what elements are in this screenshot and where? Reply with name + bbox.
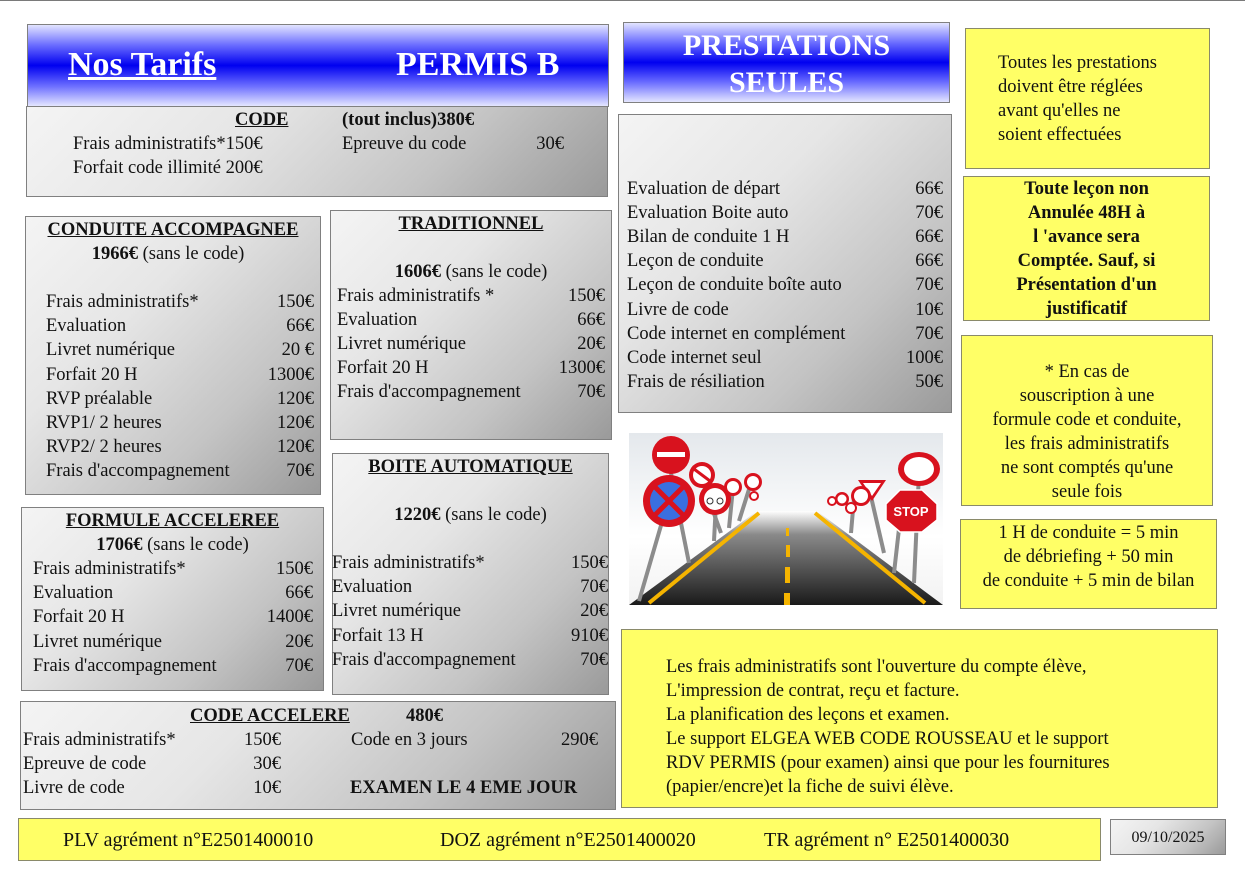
date-box <box>1110 819 1226 855</box>
note-line: 1 H de conduite = 5 min <box>998 523 1179 543</box>
price-value: 150€ <box>277 292 314 312</box>
price-label: Frais de résiliation <box>627 371 765 392</box>
note-line: Le support ELGEA WEB CODE ROUSSEAU et le support <box>666 729 1109 749</box>
hour-note-text <box>961 521 1216 593</box>
price-label: Leçon de conduite boîte auto <box>627 275 842 296</box>
price-value: 20€ <box>580 601 608 622</box>
admin-details-note <box>621 629 1218 808</box>
code-accelere-price: 480€ <box>406 706 443 726</box>
sign-no-parking <box>643 475 695 527</box>
price-value: 66€ <box>915 227 943 248</box>
header-banner <box>27 24 609 107</box>
note-line: doivent être réglées <box>998 77 1143 97</box>
price-label: Evaluation de départ <box>627 179 781 199</box>
price-value: 66€ <box>915 251 943 272</box>
formule-acceleree-price <box>22 533 323 557</box>
note-line: avant qu'elles ne <box>998 101 1121 121</box>
code-item-label: Epreuve du code <box>342 134 467 154</box>
note-line: ne sont comptés qu'une <box>1000 458 1174 478</box>
price-value: 120€ <box>277 388 314 409</box>
price-value: 120€ <box>277 413 314 433</box>
price-label: Evaluation Boite auto <box>627 203 789 224</box>
code-item-value: 30€ <box>536 134 564 154</box>
code-section <box>26 106 608 197</box>
conduite-accompagnee-price <box>16 242 320 266</box>
note-line: l 'avance sera <box>1033 227 1140 247</box>
note-line: RDV PERMIS (pour examen) ainsi que pour les fournitures <box>666 753 1110 773</box>
code-title: CODE <box>235 110 289 130</box>
note-line: L'impression de contrat, reçu et facture. <box>666 681 960 701</box>
conduite-accompagnee-section <box>25 216 321 495</box>
price-note: (sans le code) <box>445 505 547 525</box>
admin-details-text <box>666 655 1110 799</box>
price-note: (sans le code) <box>147 535 249 555</box>
note-line: * En cas de <box>1044 362 1130 382</box>
item-label: Epreuve de code <box>23 754 147 774</box>
price-label: Code internet en complément <box>627 323 846 344</box>
note-line: Les frais administratifs sont l'ouverture du compte élève, <box>666 657 1087 677</box>
price-value: 910€ <box>571 625 608 646</box>
note-line: souscription à une <box>1019 386 1155 406</box>
item-value: 10€ <box>253 778 281 798</box>
price-label: RVP2/ 2 heures <box>46 437 162 458</box>
price-value: 1706€ <box>96 535 143 555</box>
page-title: Nos Tarifs <box>68 46 217 83</box>
note-line: les frais administratifs <box>1004 434 1170 454</box>
price-label: Livret numérique <box>332 601 461 622</box>
code-item: Frais administratifs*150€ <box>73 134 263 154</box>
price-value: 70€ <box>577 382 605 402</box>
agrement-doz: DOZ agrément n°E2501400020 <box>440 829 696 851</box>
price-value: 150€ <box>568 286 605 306</box>
sign-round-right <box>898 452 940 486</box>
price-value: 120€ <box>277 437 314 458</box>
price-value: 20€ <box>285 631 313 652</box>
prestations-title <box>624 27 949 101</box>
stop-sign-text: STOP <box>893 504 929 519</box>
price-value: 70€ <box>580 649 608 670</box>
price-label: Frais administratifs* <box>46 292 199 312</box>
footer-agrements <box>18 818 1101 861</box>
price-label: Forfait 20 H <box>46 364 138 385</box>
code-item: Forfait code illimité 200€ <box>73 158 263 178</box>
payment-note <box>965 28 1210 169</box>
price-label: Evaluation <box>337 310 418 330</box>
item-value: 150€ <box>244 730 281 750</box>
price-value: 1966€ <box>91 244 138 264</box>
price-label: Frais administratifs * <box>337 286 495 306</box>
price-label: RVP préalable <box>46 388 153 409</box>
admin-fee-note <box>961 335 1213 506</box>
price-value: 1400€ <box>266 607 313 628</box>
price-label: Livret numérique <box>46 340 175 361</box>
price-label: Forfait 20 H <box>337 358 429 378</box>
price-label: RVP1/ 2 heures <box>46 413 162 433</box>
price-note: (sans le code) <box>142 244 245 264</box>
price-value: 150€ <box>571 553 608 573</box>
note-line: de débriefing + 50 min <box>1003 547 1174 567</box>
price-value: 66€ <box>577 310 605 330</box>
sign-no-entry <box>652 436 690 474</box>
exam-note: EXAMEN LE 4 EME JOUR <box>350 778 578 798</box>
price-value: 70€ <box>915 275 943 296</box>
note-line: Comptée. Sauf, si <box>1017 251 1156 271</box>
item-label: Livre de code <box>23 778 125 798</box>
code-accelere-title: CODE ACCELERE <box>190 706 350 726</box>
price-value: 10€ <box>915 299 943 320</box>
price-label: Frais d'accompagnement <box>332 649 516 670</box>
price-value: 150€ <box>276 559 313 579</box>
price-value: 66€ <box>915 179 943 199</box>
code-accelere-section <box>20 701 616 810</box>
agrement-tr: TR agrément n° E2501400030 <box>764 829 1010 851</box>
price-label: Frais d'accompagnement <box>33 655 217 676</box>
price-label: Leçon de conduite <box>627 251 764 272</box>
traditionnel-price <box>331 260 611 284</box>
prestations-title-line2: SEULES <box>728 66 845 99</box>
note-line: Toutes les prestations <box>998 53 1158 73</box>
price-label: Code internet seul <box>627 347 762 368</box>
note-line: La planification des leçons et examen. <box>666 705 950 725</box>
price-value: 70€ <box>285 655 313 676</box>
traditionnel-section <box>330 210 612 440</box>
price-value: 66€ <box>286 316 314 337</box>
note-line: seule fois <box>1051 482 1123 502</box>
top-border <box>0 0 1245 1</box>
price-value: 1606€ <box>394 262 441 282</box>
boite-automatique-section <box>332 453 609 695</box>
note-line: de conduite + 5 min de bilan <box>982 571 1195 591</box>
price-label: Evaluation <box>33 583 114 604</box>
price-label: Frais d'accompagnement <box>337 382 521 402</box>
boite-automatique-title: BOITE AUTOMATIQUE <box>368 457 573 477</box>
price-label: Frais administratifs* <box>332 553 485 573</box>
price-value: 1300€ <box>267 364 314 385</box>
price-label: Livret numérique <box>337 334 466 354</box>
road-signs-illustration <box>629 433 943 605</box>
item-value: 30€ <box>253 754 281 774</box>
price-label: Evaluation <box>332 577 413 598</box>
traditionnel-title: TRADITIONNEL <box>398 214 544 234</box>
price-label: Forfait 20 H <box>33 607 125 628</box>
price-value: 50€ <box>915 371 943 392</box>
formule-acceleree-section <box>21 507 324 691</box>
formule-acceleree-title: FORMULE ACCELEREE <box>65 511 280 531</box>
cancellation-note <box>963 176 1210 321</box>
note-line: formule code et conduite, <box>992 410 1182 430</box>
agrement-plv: PLV agrément n°E2501400010 <box>63 829 314 851</box>
price-label: Livre de code <box>627 299 729 320</box>
cancellation-note-text <box>964 177 1209 321</box>
price-note: (sans le code) <box>445 262 548 282</box>
conduite-accompagnee-title: CONDUITE ACCOMPAGNEE <box>47 220 299 240</box>
stop-sign <box>886 490 937 532</box>
price-value: 1220€ <box>394 505 441 525</box>
item-value: 290€ <box>561 730 598 750</box>
price-label: Evaluation <box>46 316 127 337</box>
road-signs-image <box>629 433 943 605</box>
admin-fee-note-text <box>962 360 1212 504</box>
price-value: 70€ <box>286 461 314 482</box>
payment-note-text <box>998 51 1157 147</box>
price-label: Frais administratifs* <box>33 559 186 579</box>
prestations-banner <box>623 22 950 103</box>
price-value: 70€ <box>580 577 608 598</box>
prestations-section <box>618 114 952 413</box>
item-label: Code en 3 jours <box>351 730 468 750</box>
price-value: 70€ <box>915 203 943 224</box>
boite-automatique-price <box>333 503 608 527</box>
price-value: 20 € <box>281 340 314 361</box>
code-price: (tout inclus)380€ <box>342 110 475 130</box>
price-label: Frais d'accompagnement <box>46 461 230 482</box>
price-value: 20€ <box>577 334 605 354</box>
note-line: soient effectuées <box>998 125 1122 145</box>
item-label: Frais administratifs* <box>23 730 176 750</box>
note-line: Présentation d'un <box>1016 275 1157 295</box>
price-label: Forfait 13 H <box>332 625 424 646</box>
price-value: 70€ <box>915 323 943 344</box>
price-label: Livret numérique <box>33 631 162 652</box>
prestations-title-line1: PRESTATIONS <box>682 29 891 62</box>
price-label: Bilan de conduite 1 H <box>627 227 790 248</box>
note-line: Annulée 48H à <box>1027 203 1146 223</box>
hour-note <box>960 519 1217 609</box>
note-line: Toute leçon non <box>1024 179 1149 199</box>
page-subtitle: PERMIS B <box>396 46 560 83</box>
price-value: 100€ <box>906 347 943 368</box>
note-line: (papier/encre)et la fiche de suivi élève. <box>666 777 954 797</box>
price-value: 66€ <box>285 583 313 604</box>
price-value: 1300€ <box>558 358 605 378</box>
note-line: justificatif <box>1045 299 1128 319</box>
document-date: 09/10/2025 <box>1131 829 1205 846</box>
